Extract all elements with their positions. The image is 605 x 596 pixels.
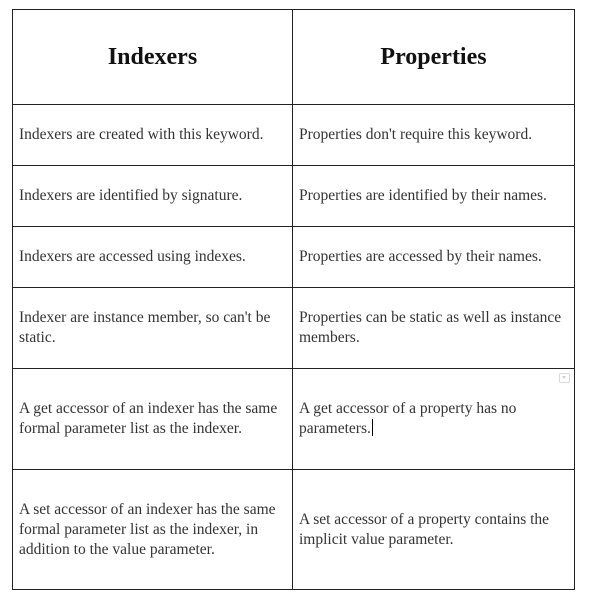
cell-indexers[interactable]: Indexers are accessed using indexes. bbox=[13, 227, 293, 288]
header-properties[interactable]: Properties bbox=[293, 10, 575, 105]
comparison-table bbox=[12, 9, 575, 590]
cell-properties[interactable]: A set accessor of a property contains the implicit value parameter. bbox=[293, 470, 575, 590]
header-indexers[interactable]: Indexers bbox=[13, 10, 293, 105]
cell-properties[interactable]: Properties can be static as well as instance members. bbox=[293, 288, 575, 369]
table-row bbox=[13, 288, 575, 369]
cell-indexers[interactable]: Indexer are instance member, so can't be static. bbox=[13, 288, 293, 369]
text-caret bbox=[372, 419, 373, 436]
chevron-down-icon[interactable] bbox=[559, 373, 570, 383]
header-row bbox=[13, 10, 575, 105]
cell-indexers[interactable]: Indexers are created with this keyword. bbox=[13, 105, 293, 166]
table-row bbox=[13, 105, 575, 166]
table-row bbox=[13, 227, 575, 288]
cell-indexers[interactable]: A set accessor of an indexer has the same formal parameter list as the indexer, in addition to the value parameter. bbox=[13, 470, 293, 590]
cell-text: A get accessor of a property has no parameters. bbox=[299, 400, 517, 437]
cell-indexers[interactable]: A get accessor of an indexer has the same formal parameter list as the indexer. bbox=[13, 369, 293, 470]
cell-properties[interactable]: Properties don't require this keyword. bbox=[293, 105, 575, 166]
cell-properties[interactable]: Properties are accessed by their names. bbox=[293, 227, 575, 288]
active-cell-properties[interactable] bbox=[293, 369, 575, 470]
table-row bbox=[13, 166, 575, 227]
cell-properties[interactable]: Properties are identified by their names. bbox=[293, 166, 575, 227]
table-row bbox=[13, 369, 575, 470]
cell-indexers[interactable]: Indexers are identified by signature. bbox=[13, 166, 293, 227]
table-row bbox=[13, 470, 575, 590]
